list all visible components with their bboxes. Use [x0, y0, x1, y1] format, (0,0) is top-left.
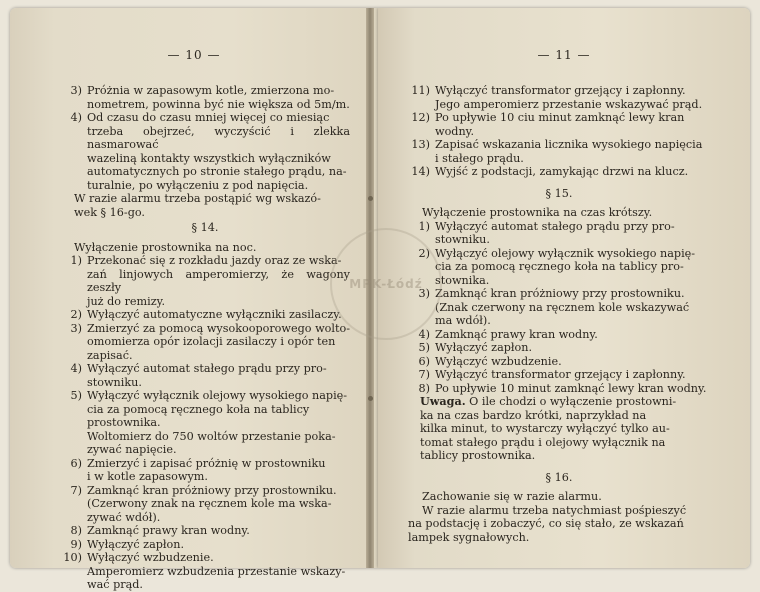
- list-item: [408, 165, 710, 179]
- item-number: 10): [63, 551, 82, 564]
- text-line: (Znak czerwony na ręcznem kole wskazywać: [435, 300, 690, 314]
- text-line: na podstację i zobaczyć, co się stało, ze wskazań: [408, 517, 684, 530]
- list-item: [60, 254, 350, 308]
- text-line: Wyłączyć wzbudzenie.: [435, 354, 562, 368]
- text-line: Woltomierz do 750 woltów przestanie poka-: [87, 429, 336, 443]
- item-number: 4): [70, 111, 82, 124]
- items-list: [408, 84, 710, 179]
- item-number: 8): [418, 381, 430, 395]
- uwaga-note: [408, 395, 710, 463]
- text-line: (Czerwony znak na ręcznem kole ma wska-: [87, 497, 332, 510]
- text-line: Zmierzyć za pomocą wysokooporowego wolto-: [87, 321, 350, 335]
- subsection-title: Zachowanie się w razie alarmu.: [422, 490, 602, 503]
- watermark-text: MPK-Łódź: [349, 277, 423, 291]
- item-number: 3): [418, 287, 430, 300]
- text-line: Wyłączyć zapłon.: [87, 537, 185, 551]
- binding-stitch: [368, 196, 373, 201]
- text-line: wać prąd.: [87, 578, 143, 591]
- text-line: stowniku.: [87, 375, 142, 389]
- item-text: [87, 524, 350, 538]
- text-line: Zamknąć kran próżniowy przy prostowniku.: [435, 287, 685, 300]
- item-number: 3): [70, 321, 82, 335]
- item-text: [435, 247, 710, 288]
- text-line: tomat stałego prądu i olejowy wyłącznik na: [420, 435, 666, 449]
- page-text: [408, 84, 710, 544]
- alarm-note: [60, 192, 350, 219]
- watermark-logo: [330, 228, 442, 340]
- item-text: [87, 254, 350, 308]
- text-line: stowniku.: [435, 233, 490, 246]
- item-text: [435, 341, 710, 355]
- item-number: 6): [418, 354, 430, 368]
- section-heading: § 15.: [545, 186, 573, 200]
- items-list: [60, 84, 350, 192]
- item-text: [87, 484, 350, 525]
- text-line: Zamknąć kran próżniowy przy prostowniku.: [87, 483, 337, 497]
- item-number: 2): [418, 246, 430, 260]
- text-line: Po upływie 10 ciu minut zamknąć lewy kran: [435, 111, 685, 124]
- text-line: Wyłączyć transformator grzejący i zapłonny.: [435, 84, 686, 97]
- text-line: nometrem, powinna być nie większa od 5m/m.: [87, 97, 350, 111]
- text-line: turalnie, po wyłączeniu z pod napięcia.: [87, 178, 309, 192]
- list-item: [408, 382, 710, 396]
- steps-list-2: [60, 457, 350, 565]
- text-line: [420, 395, 710, 409]
- item-text: [87, 111, 350, 192]
- subsection-title: Wyłączenie prostownika na noc.: [74, 240, 257, 254]
- item-number: 1): [70, 254, 82, 267]
- left-page: [10, 8, 378, 591]
- text-line: Wyłączyć automatyczne wyłączniki zasilaczy.: [87, 308, 342, 321]
- uwaga-text: O ile chodzi o wyłączenie prostowni-: [465, 395, 677, 408]
- text-line: Zamknąć prawy kran wodny.: [87, 524, 250, 537]
- item-number: 4): [70, 362, 82, 375]
- list-item: [408, 111, 710, 138]
- item-number: 4): [418, 327, 430, 341]
- item-number: 11): [411, 84, 430, 97]
- item-number: 9): [70, 537, 82, 551]
- list-item: [408, 355, 710, 369]
- item-text: [435, 138, 710, 165]
- binding-stitch: [368, 396, 373, 401]
- text-line: omomierza opór izolacji zasilaczy i opór ten: [87, 335, 336, 348]
- item-text: [87, 308, 350, 322]
- item-number: 5): [418, 341, 430, 354]
- text-line: Wyłączyć automat stałego prądu przy pro-: [435, 219, 675, 233]
- item-text: [87, 538, 350, 552]
- subsection-title: Wyłączenie prostownika na czas krótszy.: [422, 206, 653, 219]
- item-text: [435, 165, 710, 179]
- list-item: [60, 484, 350, 525]
- item-text: [435, 382, 710, 396]
- item-number: 5): [70, 389, 82, 402]
- item-text: [435, 368, 710, 382]
- text-line: zapisać.: [87, 348, 133, 362]
- section-heading: § 16.: [545, 470, 573, 484]
- ammeter-note: [60, 565, 350, 592]
- list-item: [60, 111, 350, 192]
- item-text: [87, 362, 350, 389]
- text-line: Po upływie 10 minut zamknąć lewy kran wodny.: [435, 381, 707, 395]
- text-line: ka na czas bardzo krótki, naprzykład na: [420, 408, 647, 422]
- text-line: W razie alarmu trzeba postąpić wg wskazó-: [74, 192, 321, 205]
- text-line: cia za pomocą ręcznego koła na tablicy pro-: [435, 260, 684, 273]
- item-text: [87, 84, 350, 111]
- text-line: Wyłączyć zapłon.: [435, 341, 533, 354]
- text-line: lampek sygnałowych.: [408, 530, 530, 544]
- text-line: stownika.: [435, 273, 490, 287]
- item-number: 8): [70, 524, 82, 537]
- text-line: i stałego prądu.: [435, 151, 524, 165]
- text-line: już do remizy.: [87, 294, 166, 308]
- text-line: kilka minut, to wystarczy wyłączyć tylko au-: [420, 422, 670, 435]
- item-number: 1): [418, 219, 430, 233]
- text-line: Wyłączyć transformator grzejący i zapłonny.: [435, 368, 686, 381]
- list-item: [408, 328, 710, 342]
- item-text: [435, 111, 710, 138]
- section-heading: § 14.: [191, 221, 219, 234]
- list-item: [408, 220, 710, 247]
- list-item: [60, 84, 350, 111]
- steps-list: [408, 220, 710, 396]
- text-line: Zamknąć prawy kran wodny.: [435, 327, 598, 341]
- list-item: [60, 308, 350, 322]
- item-text: [435, 287, 710, 328]
- voltmeter-note: [60, 430, 350, 457]
- list-item: [60, 457, 350, 484]
- text-line: wek § 16-go.: [74, 205, 145, 219]
- page-number: — 11 —: [537, 48, 591, 62]
- item-text: [87, 551, 350, 565]
- item-number: 13): [411, 138, 430, 151]
- item-text: [87, 457, 350, 484]
- text-line: Wyłączyć automat stałego prądu przy pro-: [87, 362, 327, 375]
- item-text: [435, 220, 710, 247]
- item-number: 2): [70, 308, 82, 321]
- text-line: Jego amperomierz przestanie wskazywać prąd.: [435, 97, 703, 111]
- list-item: [60, 551, 350, 565]
- page-number: — 10 —: [167, 48, 221, 62]
- text-line: W razie alarmu trzeba natychmiast pośpieszyć: [422, 503, 687, 517]
- item-text: [435, 328, 710, 342]
- text-line: Wyłączyć wyłącznik olejowy wysokiego napię-: [87, 389, 348, 402]
- list-item: [60, 538, 350, 552]
- text-line: prostownika.: [87, 416, 161, 429]
- text-line: zań linjowych amperomierzy, że wagony zeszły: [87, 267, 350, 294]
- item-text: [435, 355, 710, 369]
- text-line: Zmierzyć i zapisać próżnię w prostowniku: [87, 456, 326, 470]
- text-line: wodny.: [435, 124, 475, 138]
- list-item: [60, 524, 350, 538]
- list-item: [60, 389, 350, 430]
- item-text: [87, 389, 350, 430]
- text-line: wazeliną kontakty wszystkich wyłączników: [87, 151, 331, 165]
- steps-list: [60, 254, 350, 430]
- item-text: [435, 84, 710, 111]
- text-line: trzeba obejrzeć, wyczyścić i zlekka nasmarować: [87, 124, 350, 151]
- list-item: [408, 247, 710, 288]
- text-line: cia za pomocą ręcznego koła na tablicy: [87, 402, 310, 416]
- list-item: [408, 84, 710, 111]
- list-item: [408, 368, 710, 382]
- text-line: i w kotle zapasowym.: [87, 470, 208, 483]
- list-item: [408, 138, 710, 165]
- text-line: zywać napięcie.: [87, 443, 177, 456]
- text-line: ma wdół).: [435, 314, 491, 327]
- item-number: 12): [411, 111, 430, 124]
- list-item: [408, 287, 710, 328]
- list-item: [60, 362, 350, 389]
- item-number: 6): [70, 456, 82, 470]
- page-text: [60, 84, 350, 592]
- item-text: [87, 322, 350, 363]
- list-item: [60, 322, 350, 363]
- item-number: 7): [418, 368, 430, 381]
- item-number: 7): [70, 483, 82, 497]
- text-line: Amperomierz wzbudzenia przestanie wskazy-: [87, 564, 346, 578]
- uwaga-label: Uwaga.: [420, 394, 466, 408]
- item-number: 14): [411, 165, 430, 178]
- text-line: Wyłączyć wzbudzenie.: [87, 551, 214, 564]
- text-line: Zapisać wskazania licznika wysokiego napięcia: [435, 138, 703, 151]
- text-line: Wyłączyć olejowy wyłącznik wysokiego napię-: [435, 246, 696, 260]
- item-number: 3): [70, 84, 82, 97]
- text-line: Próżnia w zapasowym kotle, zmierzona mo-: [87, 84, 335, 97]
- text-line: automatycznych po stronie stałego prądu, na-: [87, 165, 347, 178]
- list-item: [408, 341, 710, 355]
- text-line: Wyjść z podstacji, zamykając drzwi na klucz.: [435, 165, 689, 178]
- text-line: zywać wdół).: [87, 510, 161, 524]
- text-line: Przekonać się z rozkładu jazdy oraz ze wska-: [87, 254, 342, 267]
- text-line: tablicy prostownika.: [420, 449, 536, 462]
- text-line: Od czasu do czasu mniej więcej co miesiąc: [87, 111, 330, 124]
- alarm-paragraph: [408, 504, 710, 545]
